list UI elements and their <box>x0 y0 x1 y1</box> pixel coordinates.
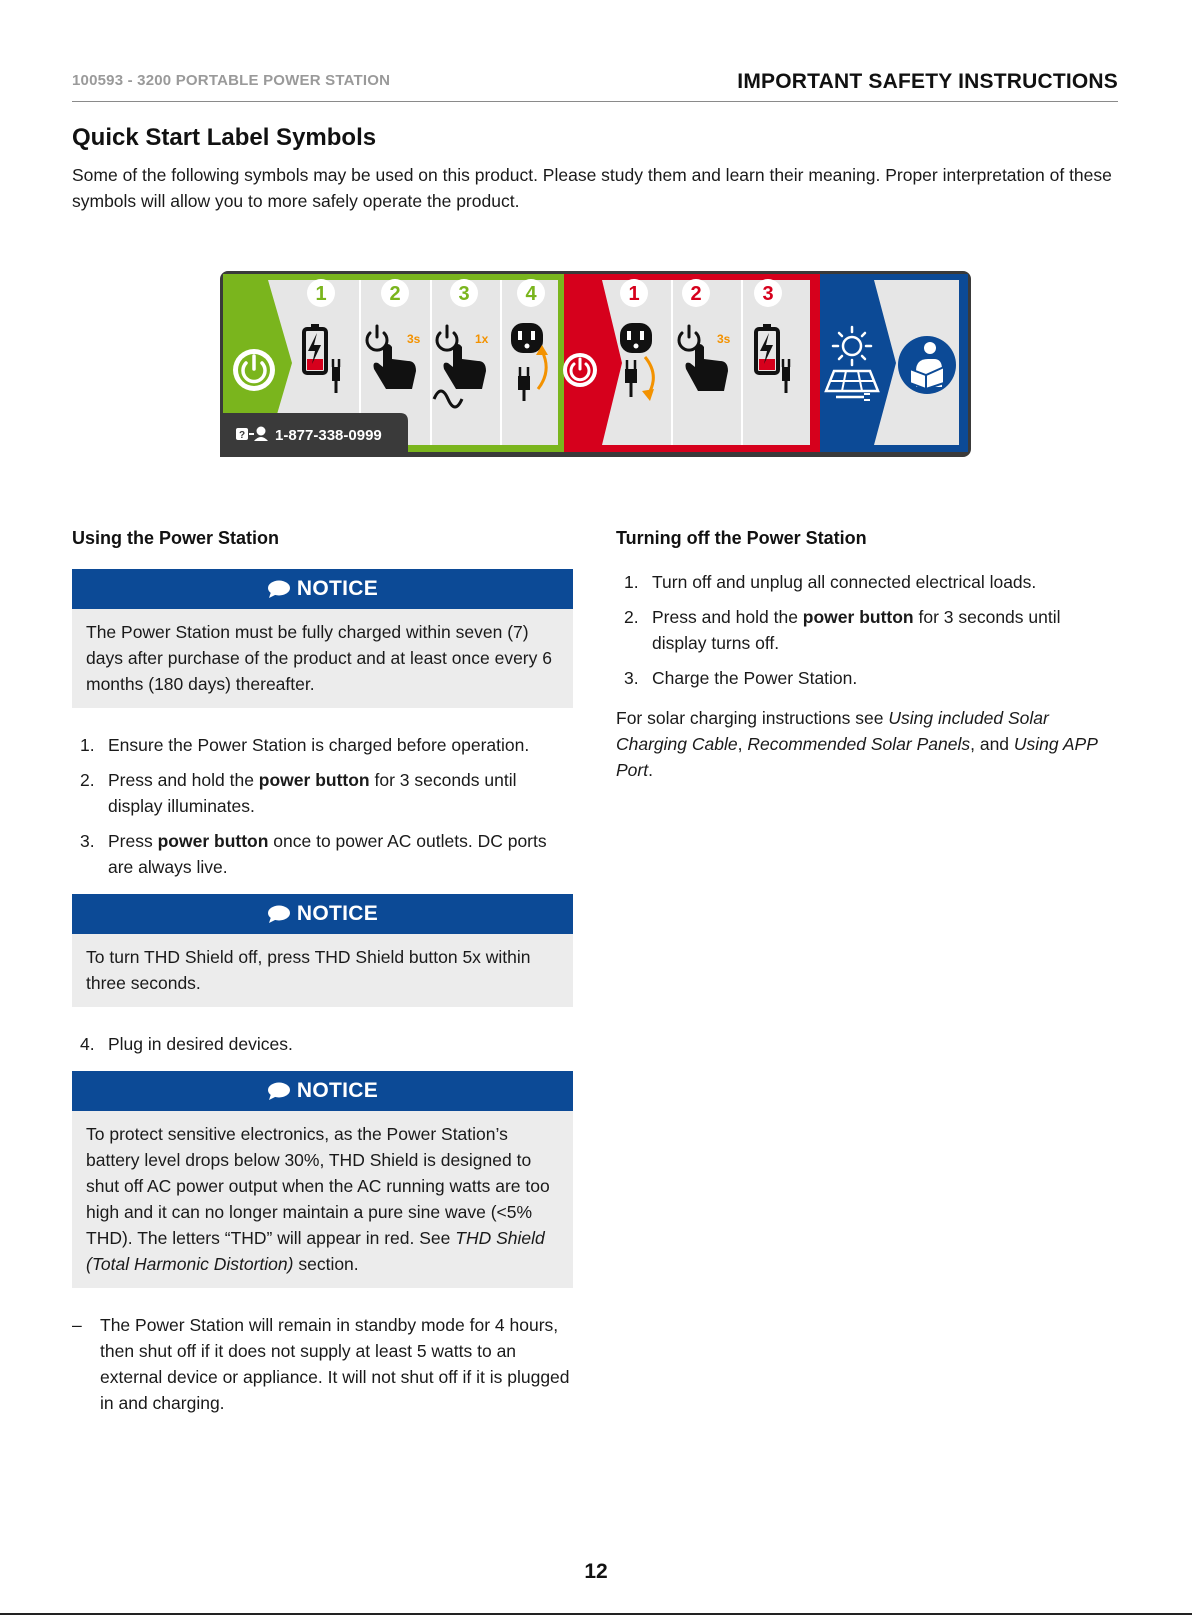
list-item: 1. Turn off and unplug all connected electrical loads. <box>624 572 1037 592</box>
turning-off-steps <box>616 569 1117 691</box>
read-manual-icon <box>898 336 956 394</box>
notice-text: To turn THD Shield off, press THD Shield button 5x within three seconds. <box>86 947 531 993</box>
using-heading: Using the Power Station <box>72 528 280 548</box>
using-steps <box>72 732 573 880</box>
on-step-1: 1 <box>315 283 327 305</box>
off-step-2: 2 <box>690 283 702 305</box>
solar-reference: For solar charging instructions see Using included Solar Charging Cable, Recommended Solar Panels, and Using APP Port. <box>616 708 1098 780</box>
on-step-2: 2 <box>389 283 401 305</box>
standby-note: – The Power Station will remain in standby mode for 4 hours, then shut off if it does not supply at least 5 watts to an external device or appliance. It will not shut off if it is plugged in and charging. <box>72 1315 570 1413</box>
list-item: 3. Press power button once to power AC outlets. DC ports are always live. <box>80 831 547 877</box>
on-step-3: 3 <box>458 283 470 305</box>
on-step-4: 4 <box>525 283 537 305</box>
intro-paragraph: Some of the following symbols may be used on this product. Please study them and learn their meaning. Proper interpretation of these symbols will allow you to more safely operate the product. <box>72 165 1112 211</box>
speech-bubble-icon <box>267 1082 291 1100</box>
speech-bubble-icon <box>267 905 291 923</box>
using-steps-continued <box>72 1031 573 1057</box>
support-phone-tab <box>220 413 408 457</box>
section-header: IMPORTANT SAFETY INSTRUCTIONS <box>737 70 1118 93</box>
list-item: 1. Ensure the Power Station is charged before operation. <box>80 735 530 755</box>
support-phone: 1-877-338-0999 <box>275 427 382 444</box>
page-number: 12 <box>584 1560 608 1583</box>
hold-time-label: 3s <box>407 332 421 346</box>
notice-header <box>72 894 573 934</box>
notice-header <box>72 1071 573 1111</box>
off-hold-time-label: 3s <box>717 332 731 346</box>
press-count-label: 1x <box>475 332 489 346</box>
turning-off-heading: Turning off the Power Station <box>616 528 867 548</box>
notice-label: NOTICE <box>296 902 379 925</box>
notice-text: To protect sensitive electronics, as the Power Station’s battery level drops below 30%, THD Shield is designed to shut off AC power output when the AC running watts are too high and it can no longer maintain a pure sine wave (<5% THD). The letters “THD” will appear in red. See THD Shield (Total Harmonic Distortion) section. <box>86 1124 550 1274</box>
notice-box <box>72 894 573 1007</box>
svg-text:?: ? <box>238 430 246 441</box>
speech-bubble-icon <box>267 580 291 598</box>
turning-off-section <box>616 528 1117 783</box>
power-off-icon <box>563 353 597 387</box>
list-item: 4. Plug in desired devices. <box>80 1034 293 1054</box>
document-id: 100593 - 3200 PORTABLE POWER STATION <box>72 72 391 89</box>
notice-header <box>72 569 573 609</box>
notice-label: NOTICE <box>296 1079 379 1102</box>
header-divider <box>72 101 1118 102</box>
list-item: 2. Press and hold the power button for 3 seconds until display illuminates. <box>80 770 517 816</box>
notice-label: NOTICE <box>296 577 379 600</box>
bottom-divider <box>0 1613 1192 1615</box>
using-section <box>72 528 573 1416</box>
page-title: Quick Start Label Symbols <box>72 124 377 151</box>
quick-start-label <box>220 271 971 457</box>
notice-box <box>72 569 573 708</box>
off-step-1: 1 <box>628 283 640 305</box>
list-item: 3. Charge the Power Station. <box>624 668 858 688</box>
notice-text: The Power Station must be fully charged within seven (7) days after purchase of the product and at least once every 6 months (180 days) thereafter. <box>86 622 552 694</box>
off-step-3: 3 <box>762 283 774 305</box>
power-icon <box>233 349 275 391</box>
notice-box <box>72 1071 573 1288</box>
list-item: 2. Press and hold the power button for 3 seconds until display turns off. <box>624 607 1061 653</box>
